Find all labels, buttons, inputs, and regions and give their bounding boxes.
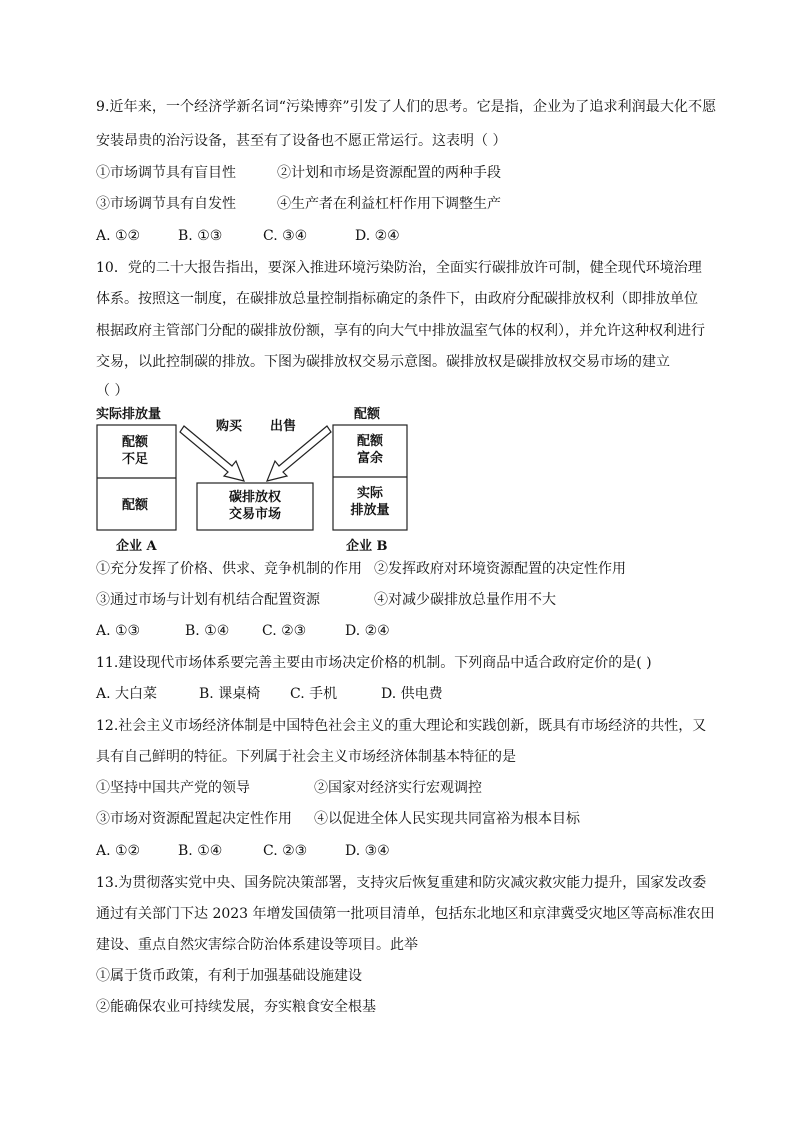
company-b-emission-label (333, 485, 407, 519)
q9-choice-a: A. ①② (96, 228, 141, 244)
market-label (197, 489, 313, 523)
q10-item-4: ④对减少碳排放总量作用不大 (374, 592, 556, 608)
q9-choice-d: D. ②④ (355, 228, 400, 244)
q12-item-4: ④以促进全体人民实现共同富裕为根本目标 (314, 811, 580, 827)
company-a-header: 实际排放量 (96, 407, 162, 422)
q9-items-row2 (96, 195, 501, 213)
q9-choice-b: B. ①③ (178, 228, 223, 244)
q12-item-2: ②国家对经济实行宏观调控 (314, 780, 482, 796)
company-b-label: 企业 B (346, 539, 388, 554)
q13-item-1: ①属于货币政策，有利于加强基础设施建设 (96, 968, 362, 984)
company-a-shortfall-line1: 配额 (121, 435, 148, 450)
q12-choices (96, 842, 390, 860)
diagram-shapes (96, 404, 416, 556)
company-b-header: 配额 (354, 407, 381, 422)
q12-item-3: ③市场对资源配置起决定性作用 (96, 811, 292, 827)
q12-choice-c: C. ②③ (263, 843, 308, 859)
q10-items-row1 (96, 560, 626, 578)
q12-items-row1 (96, 779, 482, 797)
q11-stem-line1: 11.建设现代市场体系要完善主要由市场决定价格的机制。下列商品中适合政府定价的是( ) (96, 655, 652, 671)
company-a-quota-label: 配额 (121, 498, 148, 513)
q9-item-3: ③市场调节具有自发性 (96, 196, 236, 212)
q9-stem-line1: 9.近年来，一个经济学新名词“污染博弈”引发了人们的思考。它是指，企业为了追求利润最大化不愿 (96, 99, 717, 115)
q9-choice-c: C. ③④ (263, 228, 308, 244)
q10-choice-c: C. ②③ (262, 623, 307, 639)
q10-items-row2 (96, 591, 556, 609)
q9-item-1: ①市场调节具有盲目性 (96, 165, 236, 181)
q9-item-4: ④生产者在利益杠杆作用下调整生产 (277, 196, 501, 212)
q10-choice-b: B. ①④ (185, 623, 230, 639)
q12-choice-a: A. ①② (96, 843, 141, 859)
q10-choices (96, 622, 390, 640)
q13-stem-line3: 建设、重点自然灾害综合防治体系建设等项目。此举 (96, 937, 418, 953)
q10-item-2: ②发挥政府对环境资源配置的决定性作用 (374, 561, 626, 577)
q10-stem-line1: 10．党的二十大报告指出，要深入推进环境污染防治，全面实行碳排放许可制，健全现代环境治理 (96, 260, 702, 276)
company-b-emission-line1: 实际 (356, 486, 383, 501)
company-b-emission-line2: 排放量 (350, 503, 390, 518)
q10-stem-line5: （ ） (96, 383, 129, 399)
q10-choice-d: D. ②④ (345, 623, 390, 639)
q10-item-1: ①充分发挥了价格、供求、竞争机制的作用 (96, 561, 362, 577)
q12-stem-line1: 12.社会主义市场经济体制是中国特色社会主义的重大理论和实践创新，既具有市场经济的共性，又 (96, 718, 707, 734)
q13-item-2: ②能确保农业可持续发展，夯实粮食安全根基 (96, 999, 376, 1015)
q11-choice-d: D. 供电费 (381, 686, 443, 702)
q12-items-row2 (96, 810, 580, 828)
q10-choice-a: A. ①③ (96, 623, 141, 639)
q9-item-2: ②计划和市场是资源配置的两种手段 (277, 165, 501, 181)
market-label-line1: 碳排放权 (228, 490, 281, 505)
q13-stem-line1: 13.为贯彻落实党中央、国务院决策部署，支持灾后恢复重建和防灾减灾救灾能力提升，国家发改委 (96, 875, 707, 891)
q12-choice-d: D. ③④ (345, 843, 390, 859)
buy-label: 购买 (216, 419, 243, 434)
sell-label: 出售 (270, 419, 297, 434)
carbon-trading-diagram (96, 404, 416, 556)
company-b-surplus-line1: 配额 (356, 434, 383, 449)
q11-choice-b: B. 课桌椅 (199, 686, 261, 702)
q10-stem-line4: 交易，以此控制碳的排放。下图为碳排放权交易示意图。碳排放权是碳排放权交易市场的建立 (96, 354, 670, 370)
q9-items-row1 (96, 164, 501, 182)
q10-item-3: ③通过市场与计划有机结合配置资源 (96, 592, 320, 608)
q11-choice-c: C. 手机 (290, 686, 338, 702)
company-b-surplus-line2: 富余 (356, 451, 383, 466)
q13-stem-line2: 通过有关部门下达 2023 年增发国债第一批项目清单，包括东北地区和京津冀受灾地区等高标准农田 (96, 906, 715, 922)
q9-choices (96, 227, 400, 245)
q11-choice-a: A. 大白菜 (96, 686, 158, 702)
q12-item-1: ①坚持中国共产党的领导 (96, 780, 250, 796)
q12-stem-line2: 具有自己鲜明的特征。下列属于社会主义市场经济体制基本特征的是 (96, 749, 516, 765)
q10-stem-line2: 体系。按照这一制度，在碳排放总量控制指标确定的条件下，由政府分配碳排放权利（即排放单位 (96, 291, 698, 307)
company-b-surplus-label (333, 433, 407, 467)
q11-choices (96, 685, 443, 703)
q10-stem-line3: 根据政府主管部门分配的碳排放份额，享有的向大气中排放温室气体的权利），并允许这种权利进行 (96, 323, 705, 339)
company-a-shortfall-line2: 不足 (121, 452, 148, 467)
q9-stem-line2: 安装昂贵的治污设备，甚至有了设备也不愿正常运行。这表明（ ） (96, 133, 507, 149)
q12-choice-b: B. ①④ (178, 843, 223, 859)
company-a-shortfall-label (115, 434, 155, 468)
company-a-label: 企业 A (116, 539, 157, 554)
market-label-line2: 交易市场 (228, 507, 281, 522)
